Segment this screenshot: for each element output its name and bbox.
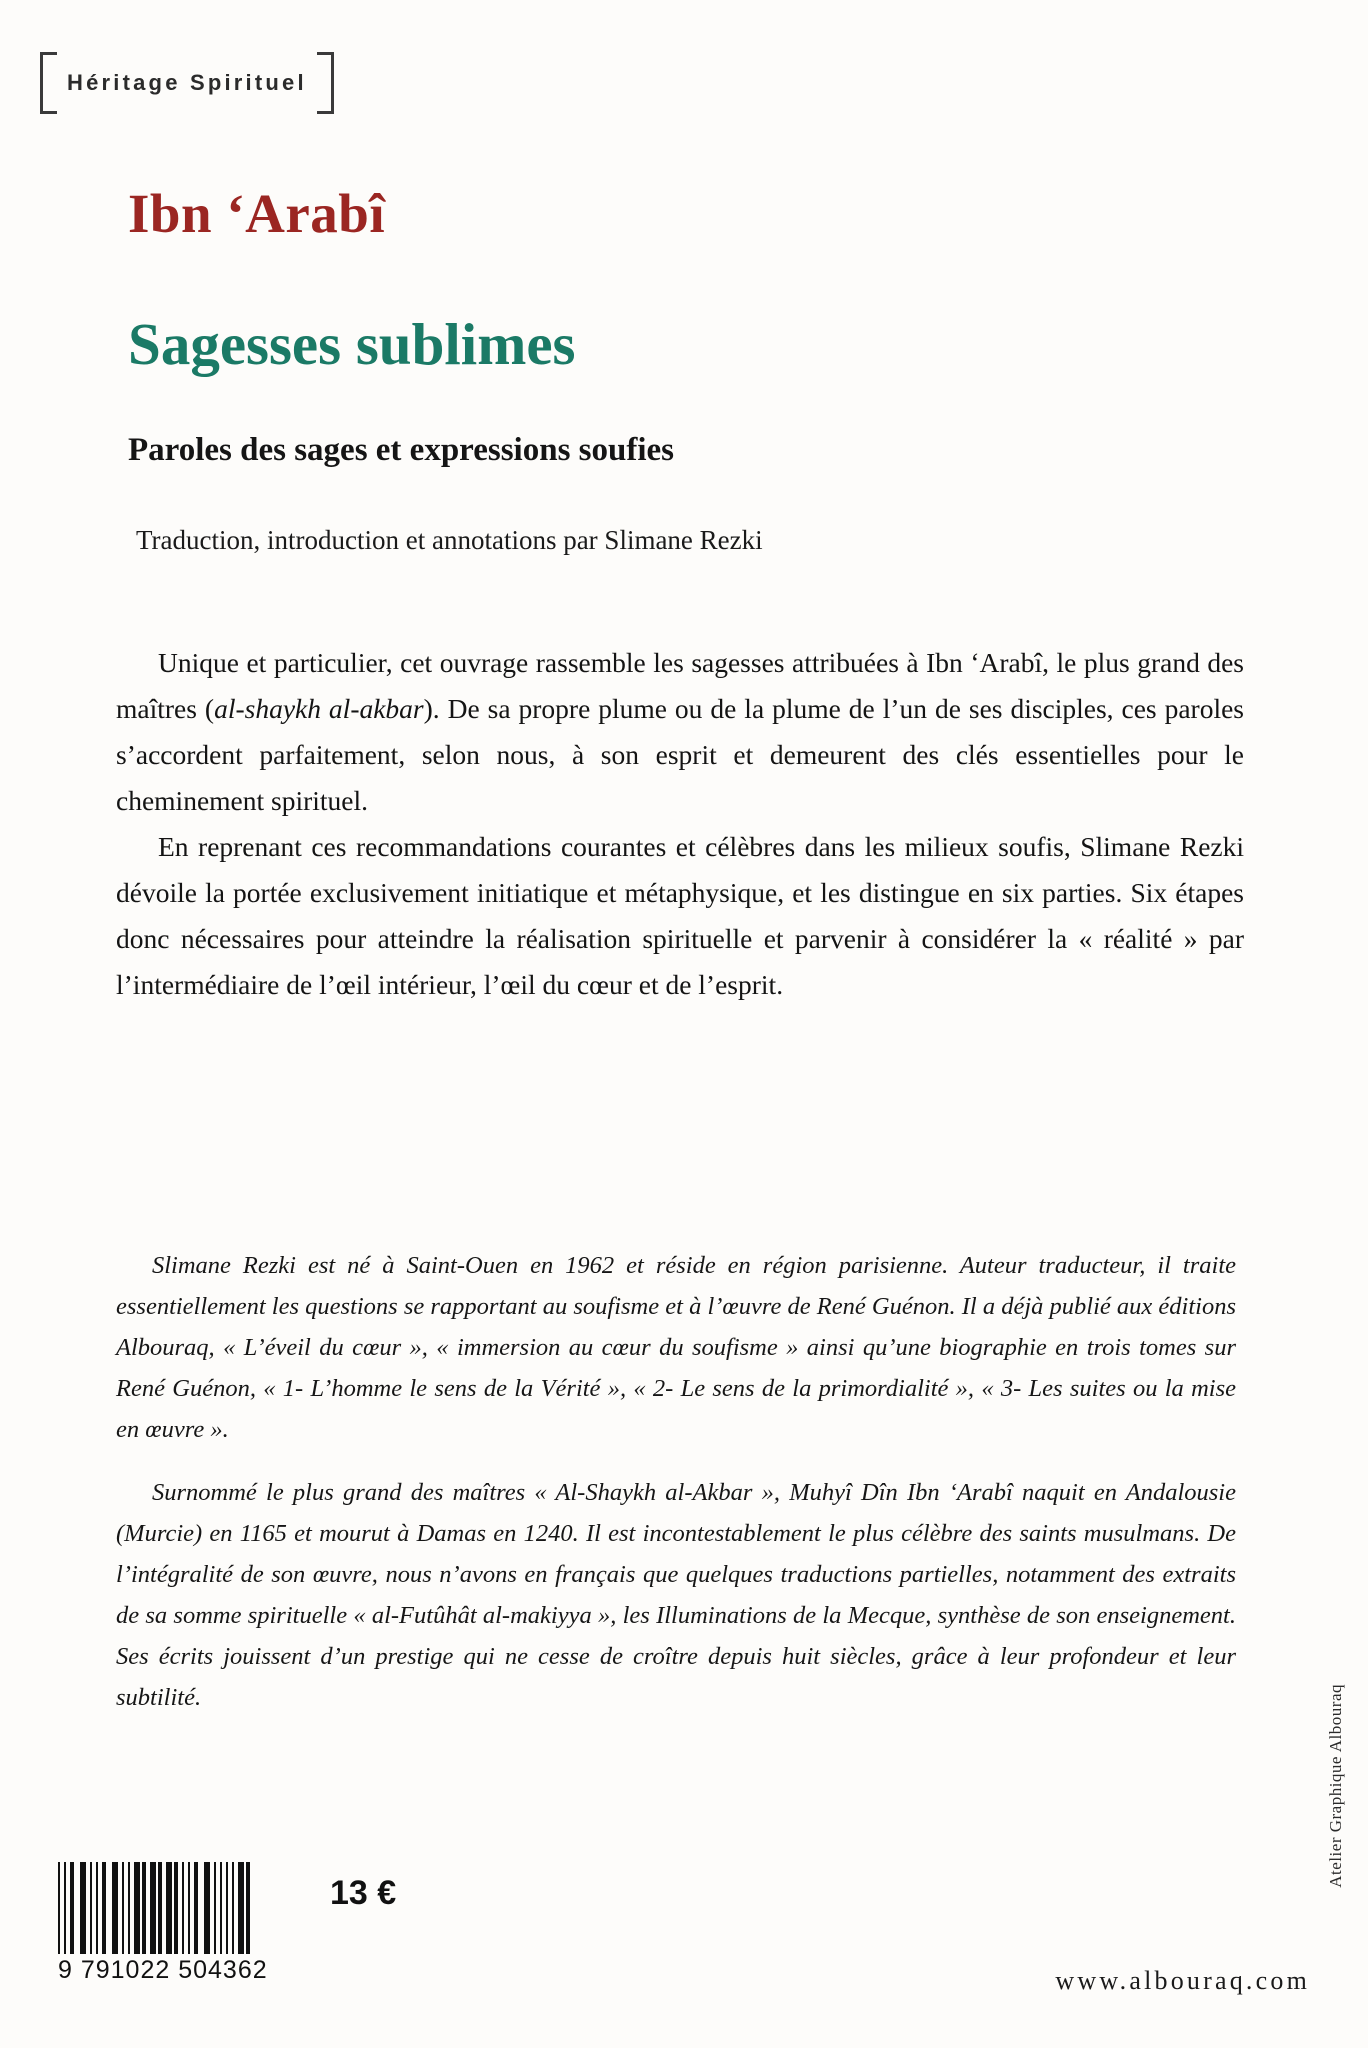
author-name: Ibn ‘Arabî [128, 183, 386, 244]
barcode-bars [58, 1862, 318, 1954]
bracket-left-icon [40, 52, 57, 114]
subject-biography: Surnommé le plus grand des maîtres « Al-Shaykh al-Akbar », Muhyî Dîn Ibn ‘Arabî naquit en Andalousie (Murcie) en 1165 et mourut à Damas en 1240. Il est incontestablement le plus célèbre des saints musulmans. De l’intégralité de son œuvre, nous n’avons en français que quelques traductions partielles, notamment des extraits de sa somme spirituelle « al-Futûhât al-makiyya », les Illuminations de la Mecque, synthèse de son enseignement. Ses écrits jouissent d’un prestige qui ne cesse de croître depuis huit siècles, grâce à leur profondeur et leur subtilité. [116, 1479, 1236, 1711]
book-title: Sagesses sublimes [128, 311, 576, 377]
collection-tag [40, 52, 334, 114]
blurb [116, 640, 1244, 1008]
translator-credit: Traduction, introduction et annotations par Slimane Rezki [136, 525, 763, 555]
blurb-p1-part1: Unique et particulier, cet ouvrage rassemble les sagesses attribuées à Ibn ‘Arabî, le plus grand des maîtres ( [116, 647, 1244, 724]
blurb-p1-italic: al-shaykh al-akbar [214, 693, 424, 724]
barcode-digits: 9 791022 504362 [58, 1956, 268, 1984]
bracket-right-icon [317, 52, 334, 114]
barcode [58, 1862, 328, 1985]
blurb-paragraph-2: En reprenant ces recommandations courantes et célèbres dans les milieux soufis, Slimane Rezki dévoile la portée exclusivement initiatique et métaphysique, et les distingue en six parties. Six étapes donc nécessaires pour atteindre la réalisation spirituelle et parvenir à considérer la « réalité » par l’intermédiaire de l’œil intérieur, l’œil du cœur et de l’esprit. [116, 831, 1244, 1000]
blurb-p1-part2: ). De sa propre plume ou de la plume de l’un de ses disciples, ces paroles s’accordent parfaitement, selon nous, à son esprit et demeurent des clés essentielles pour le cheminement spirituel. [116, 693, 1244, 816]
price-label: 13 € [330, 1874, 397, 1912]
biography-notes [116, 1245, 1236, 1740]
translator-biography: Slimane Rezki est né à Saint-Ouen en 1962 et réside en région parisienne. Auteur traducteur, il traite essentiellement les questions se rapportant au soufisme et à l’œuvre de René Guénon. Il a déjà publié aux éditions Albouraq, « L’éveil du cœur », « immersion au cœur du soufisme » ainsi qu’une biographie en trois tomes sur René Guénon, « 1- L’homme le sens de la Vérité », « 2- Le sens de la primordialité », « 3- Les suites ou la mise en œuvre ». [116, 1252, 1236, 1443]
design-credit: Atelier Graphique Albouraq [1326, 1684, 1345, 1888]
blurb-paragraph-1 [116, 640, 1244, 824]
book-subtitle: Paroles des sages et expressions soufies [128, 432, 675, 468]
publisher-website: www.albouraq.com [1055, 1966, 1310, 1995]
collection-label: Héritage Spirituel [67, 70, 307, 95]
